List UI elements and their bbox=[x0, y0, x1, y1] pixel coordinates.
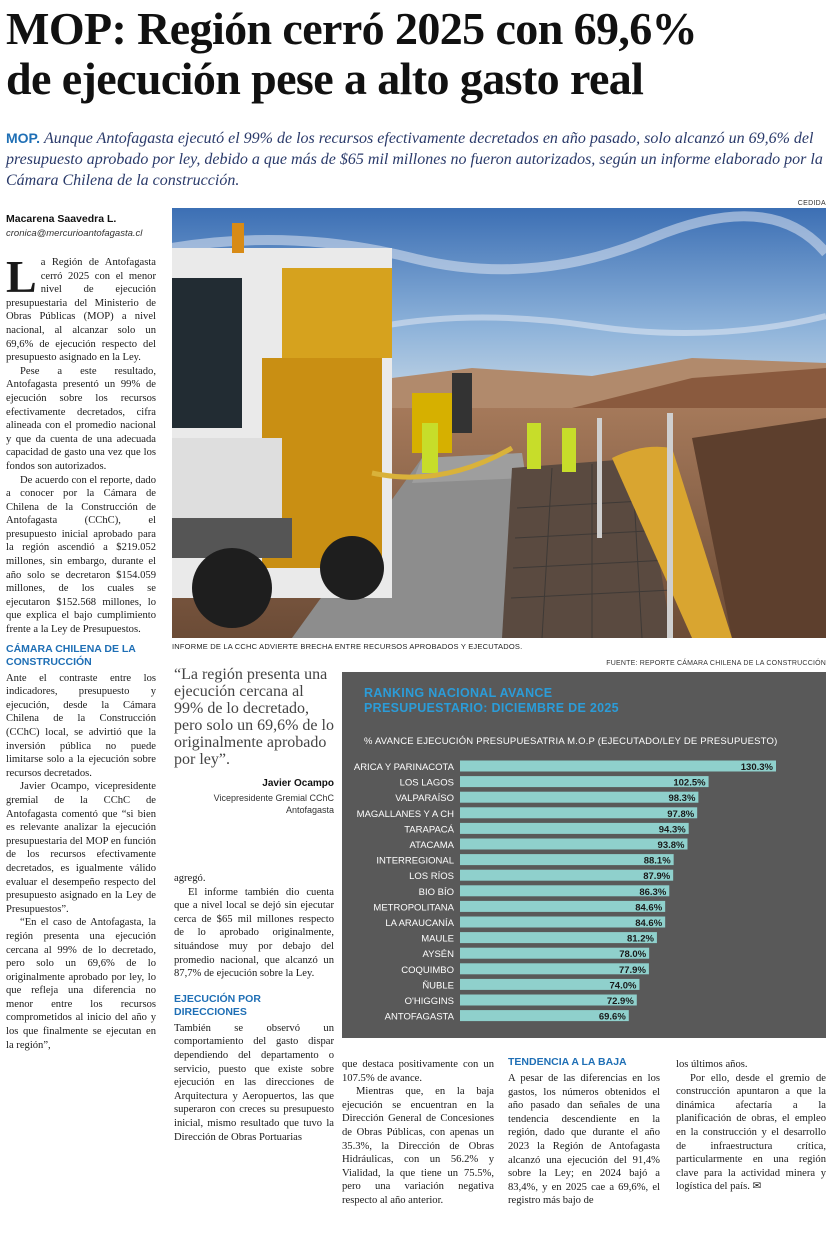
bar bbox=[460, 823, 689, 834]
paragraph-6: “En el caso de Antofagasta, la región presenta una ejecución cercana al 99% de lo decretado, pero solo un 69,6% de lo originalmente aprobado por ley, lo que refleja una diferencia no menor entre los recursos comprometidos al inicio del año y los que finalmente se ejecutan en la región”, bbox=[6, 917, 156, 1051]
col3-paragraph-1: que destaca positivamente con un 107.5% de avance. bbox=[342, 1059, 494, 1084]
category-label: MAULE bbox=[421, 933, 454, 945]
col4-paragraph-1: A pesar de las diferencias en los gastos, los números obtenidos el año pasado dan señales de una tendencia descendiente en la región, dado que durante el año 2023 la Región de Antofagasta alcanzó una ejecución del 91,4% sobre la Ley; en 2024 bajó a 83,4%, y en 2025 cae a 69,6%, el registro más bajo de bbox=[508, 1073, 660, 1207]
bar bbox=[460, 761, 776, 772]
value-label: 78.0% bbox=[619, 949, 647, 961]
col2-paragraph-1: agregó. bbox=[174, 873, 206, 884]
bar bbox=[460, 776, 709, 787]
column-5 bbox=[676, 1058, 826, 1194]
ranking-chart bbox=[342, 672, 826, 1038]
construction-photo-illustration bbox=[172, 208, 826, 638]
headline-line-2: de ejecución pese a alto gasto real bbox=[6, 53, 644, 104]
column-2 bbox=[174, 872, 334, 1144]
category-label: LOS RÍOS bbox=[409, 871, 454, 883]
bar bbox=[460, 839, 687, 850]
quote-text: “La región presenta una ejecución cercana al 99% de lo decretado, pero solo un 69,6% de lo originalmente aprobado por ley”. bbox=[174, 666, 334, 768]
paragraph-1-text: a Región de Antofagasta cerró 2025 con el menor nivel de ejecución presupuestaria del Ministerio de Obras Públicas (MOP) a nivel nacional, al alcanzar solo un 69,6% de ejecución respecto del presupuesto asignado en la Ley. bbox=[6, 257, 156, 364]
value-label: 130.3% bbox=[740, 762, 773, 773]
photo-credit: CEDIDA bbox=[797, 200, 826, 207]
lede-tag: MOP. bbox=[6, 130, 40, 146]
category-label: LOS LAGOS bbox=[399, 777, 454, 789]
chart-source: FUENTE: REPORTE CÁMARA CHILENA DE LA CONSTRUCCIÓN bbox=[606, 660, 826, 667]
col2-paragraph-3: También se observó un comportamiento del gasto dispar dependiendo del departamento o servicio, puesto que existe sobre ejecución en las direcciones de Arquitectura y Aeropuertos, las que superaron con creces su presupuesto inicial, mismo resultado que tuvo la Dirección de Obras Portuarias bbox=[174, 1022, 334, 1143]
value-label: 72.9% bbox=[606, 996, 634, 1007]
bar bbox=[460, 885, 669, 896]
category-label: METROPOLITANA bbox=[373, 902, 454, 914]
paragraph-5: Javier Ocampo, vicepresidente gremial de la CChC de Antofagasta comentó que “si bien es relevante analizar la ejecución presupuestaria del MOP en función de los recursos efectivamente decretados, es igualmente válido evaluar el desempeño respecto del presupuesto asignado en la Ley de Presupuestos”. bbox=[6, 781, 156, 915]
quote-role-2: Antofagasta bbox=[285, 805, 334, 815]
headline-line-1: MOP: Región cerró 2025 con 69,6% bbox=[6, 3, 698, 54]
lede bbox=[6, 128, 826, 191]
value-label: 84.6% bbox=[635, 918, 663, 929]
end-mark-icon: ✉ bbox=[752, 1181, 762, 1193]
category-label: COQUIMBO bbox=[401, 964, 454, 976]
category-label: MAGALLANES Y A CH bbox=[356, 808, 454, 820]
value-label: 84.6% bbox=[635, 902, 663, 914]
category-label: ANTOFAGASTA bbox=[384, 1011, 454, 1023]
headline bbox=[6, 4, 828, 104]
category-label: ÑUBLE bbox=[422, 980, 454, 992]
chart-plot bbox=[342, 672, 826, 1038]
col5-paragraph-1: los últimos años. bbox=[676, 1059, 748, 1070]
chart-subtitle: % AVANCE EJECUCIÓN PRESUPUESATRIA M.O.P (EJECUTADO/LEY DE PRESUPUESTO) bbox=[364, 736, 778, 747]
quote-author: Javier Ocampo bbox=[262, 778, 334, 789]
dropcap: L bbox=[6, 251, 37, 302]
column-3 bbox=[342, 1058, 494, 1208]
category-label: VALPARAÍSO bbox=[395, 793, 454, 805]
value-label: 74.0% bbox=[609, 980, 637, 992]
category-label: INTERREGIONAL bbox=[376, 855, 454, 867]
byline bbox=[6, 213, 164, 239]
lede-text: Aunque Antofagasta ejecutó el 99% de los recursos efectivamente decretados en año pasado, solo alcanzó un 69,6% del presupuesto aprobado por ley, debido a que más de $65 mil millones no fueron autorizados, según un informe elaborado por la Cámara Chilena de la construcción. bbox=[6, 130, 823, 189]
photo-caption: INFORME DE LA CCHC ADVIERTE BRECHA ENTRE RECURSOS APROBADOS Y EJECUTADOS. bbox=[172, 642, 523, 651]
value-label: 77.9% bbox=[618, 964, 646, 976]
value-label: 81.2% bbox=[626, 933, 654, 945]
value-label: 102.5% bbox=[673, 777, 706, 789]
value-label: 87.9% bbox=[643, 871, 671, 883]
value-label: 93.8% bbox=[657, 840, 685, 851]
bar bbox=[460, 807, 697, 818]
subhead-direcciones: EJECUCIÓN POR DIRECCIONES bbox=[174, 992, 261, 1018]
subhead-camara: CÁMARA CHILENA DE LA CONSTRUCCIÓN bbox=[6, 642, 136, 668]
category-label: O'HIGGINS bbox=[404, 996, 454, 1007]
column-1 bbox=[6, 251, 156, 1052]
quote-role-1: Vicepresidente Gremial CChC bbox=[213, 793, 334, 803]
value-label: 86.3% bbox=[639, 886, 667, 898]
col5-paragraph-2 bbox=[676, 1072, 826, 1194]
col3-paragraph-2: Mientras que, en la baja ejecución se encuentran en la Dirección General de Concesiones de Obras Públicas, con apenas un 35.3%, la Dirección de Obras Hidráulicas, con un 56.2% y Vialidad, la que tiene un 75.5%, pero una variación negativa respecto al año anterior. bbox=[342, 1086, 494, 1206]
author-name: Macarena Saavedra L. bbox=[6, 213, 117, 225]
pull-quote bbox=[174, 666, 334, 816]
value-label: 94.3% bbox=[658, 824, 686, 836]
category-label: ARICA Y PARINACOTA bbox=[353, 762, 454, 773]
bar bbox=[460, 870, 673, 881]
chart-title-line-2: PRESUPUESTARIO: DICIEMBRE DE 2025 bbox=[364, 701, 619, 715]
bar bbox=[460, 792, 698, 803]
column-4 bbox=[508, 1052, 660, 1208]
value-label: 69.6% bbox=[598, 1011, 626, 1023]
author-email: cronica@mercurioantofagasta.cl bbox=[6, 228, 143, 239]
subhead-tendencia: TENDENCIA A LA BAJA bbox=[508, 1056, 627, 1068]
category-label: LA ARAUCANÍA bbox=[385, 918, 454, 929]
category-label: TARAPACÁ bbox=[404, 824, 454, 836]
paragraph-3: De acuerdo con el reporte, dado a conocer por la Cámara de Chilena de la Construcción de Antofagasta (CChC), el presupuesto inicial aprobado para la región ascendió a $219.052 millones, sin embargo, durante el año solo se decretaron $154.059 millones, de los cuales se ejecutaron $152.568 millones, lo que explica el bajo cumplimiento frente a la Ley de Presupuestos. bbox=[6, 474, 156, 636]
col5-paragraph-2-text: Por ello, desde el gremio de construcción apuntaron a que la dinámica afectaría a la planificación de obras, el empleo en la construcción y el desarrollo de infraestructura crítica, particularmente en una región clave para la actividad minera y logística del país. bbox=[676, 1072, 826, 1193]
paragraph-2: Pese a este resultado, Antofagasta presentó un 99% de ejecución sobre los recursos efectivamente decretados, cifra alineada con el promedio nacional y que da cuenta de una adecuada capacidad de gasto una vez que los fondos son autorizados. bbox=[6, 365, 156, 472]
chart-title-line-1: RANKING NACIONAL AVANCE bbox=[364, 686, 553, 700]
category-label: BIO BÍO bbox=[418, 886, 454, 898]
article-photo bbox=[172, 208, 826, 638]
bar bbox=[460, 854, 674, 865]
category-label: ATACAMA bbox=[409, 840, 454, 851]
col2-paragraph-2: El informe también dio cuenta que a nivel local se dejó sin ejecutar cerca de $65 mil millones respecto de lo aprobado originalmente, situándose muy por debajo del promedio nacional, que alcanzó un 87,7% de ejecución sobre la Ley. bbox=[174, 886, 334, 980]
value-label: 98.3% bbox=[668, 793, 696, 805]
category-label: AYSÉN bbox=[422, 949, 454, 961]
value-label: 97.8% bbox=[667, 808, 695, 820]
paragraph-4: Ante el contraste entre los indicadores, presupuesto y ejecución, desde la Cámara Chilena de la Construcción (CChC) local, se advirtió que la inversión pública no puede limitarse solo a la ejecución sobre recursos decretados. bbox=[6, 672, 156, 779]
paragraph-1 bbox=[6, 251, 156, 365]
value-label: 88.1% bbox=[643, 855, 671, 867]
